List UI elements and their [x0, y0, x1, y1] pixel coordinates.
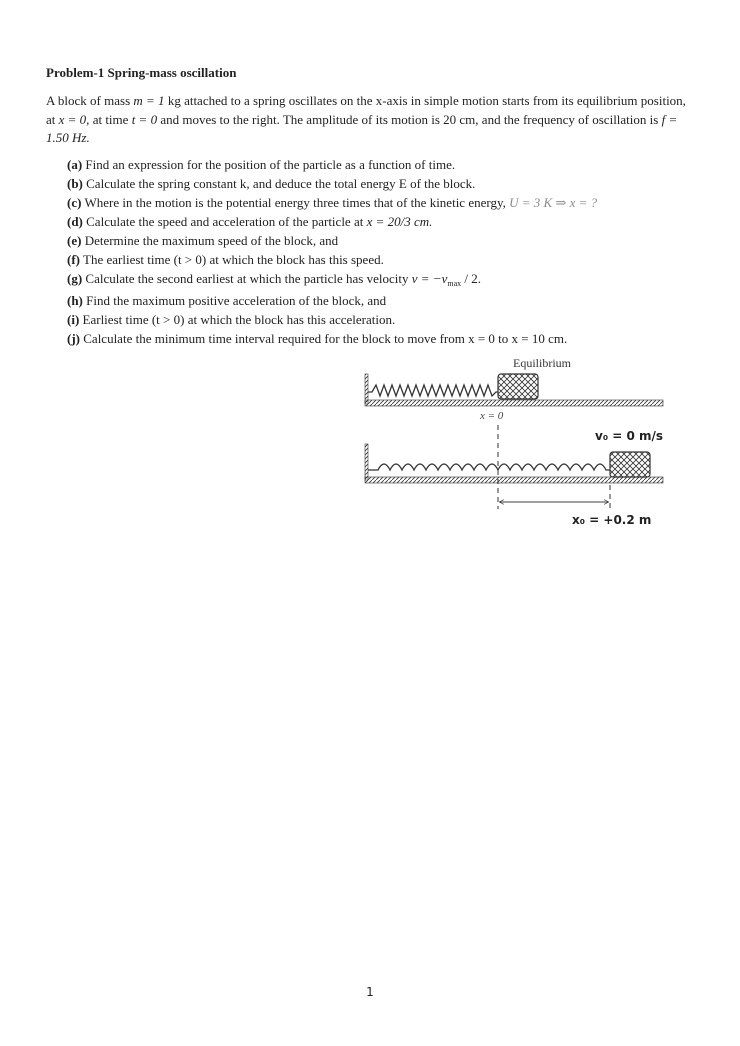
question-d: (d) Calculate the speed and acceleration of the particle at x = 20/3 cm. — [67, 214, 433, 229]
question-j: (j) Calculate the minimum time interval required for the block to move from x = 0 to x = 10 cm. — [67, 331, 568, 346]
question-b: (b) Calculate the spring constant k, and deduce the total energy E of the block. — [67, 176, 476, 191]
floor-top — [365, 400, 663, 406]
problem-statement: A block of mass m = 1 kg attached to a spring oscillates on the x-axis in simple motion starts from its equilibrium position, at x = 0, at time t = 0 and moves to the right. The amplitude of its motion is 20 cm, and the frequency of oscillation is f = 1.50 Hz. — [46, 93, 686, 146]
wall-bottom — [365, 444, 368, 480]
question-h: (h) Find the maximum positive acceleration of the block, and — [67, 293, 387, 308]
page-number: 1 — [366, 985, 374, 999]
question-i: (i) Earliest time (t > 0) at which the block has this acceleration. — [67, 312, 396, 327]
block-top — [498, 374, 538, 399]
equilibrium-label: Equilibrium — [513, 356, 571, 370]
spring-bottom — [368, 464, 610, 470]
question-c: (c) Where in the motion is the potential energy three times that of the kinetic energy, U = 3 K ⇒ x = ? — [67, 195, 598, 210]
x0-label: x = 0 — [480, 410, 504, 422]
x0-position-label: x₀ = +0.2 m — [572, 513, 652, 527]
question-e: (e) Determine the maximum speed of the block, and — [67, 233, 339, 248]
block-bottom — [610, 452, 650, 477]
v0-label: v₀ = 0 m/s — [595, 429, 664, 443]
question-f: (f) The earliest time (t > 0) at which the block has this speed. — [67, 252, 384, 267]
floor-bottom — [365, 477, 663, 483]
spring-mass-diagram — [360, 352, 670, 532]
spring-top — [368, 385, 498, 396]
question-a: (a) Find an expression for the position of the particle as a function of time. — [67, 157, 456, 172]
question-g: (g) Calculate the second earliest at which the particle has velocity $v = -v_{max} / 2$. — [67, 271, 481, 288]
page-title: Problem-1 Spring-mass oscillation — [46, 65, 237, 80]
wall-top — [365, 374, 368, 404]
